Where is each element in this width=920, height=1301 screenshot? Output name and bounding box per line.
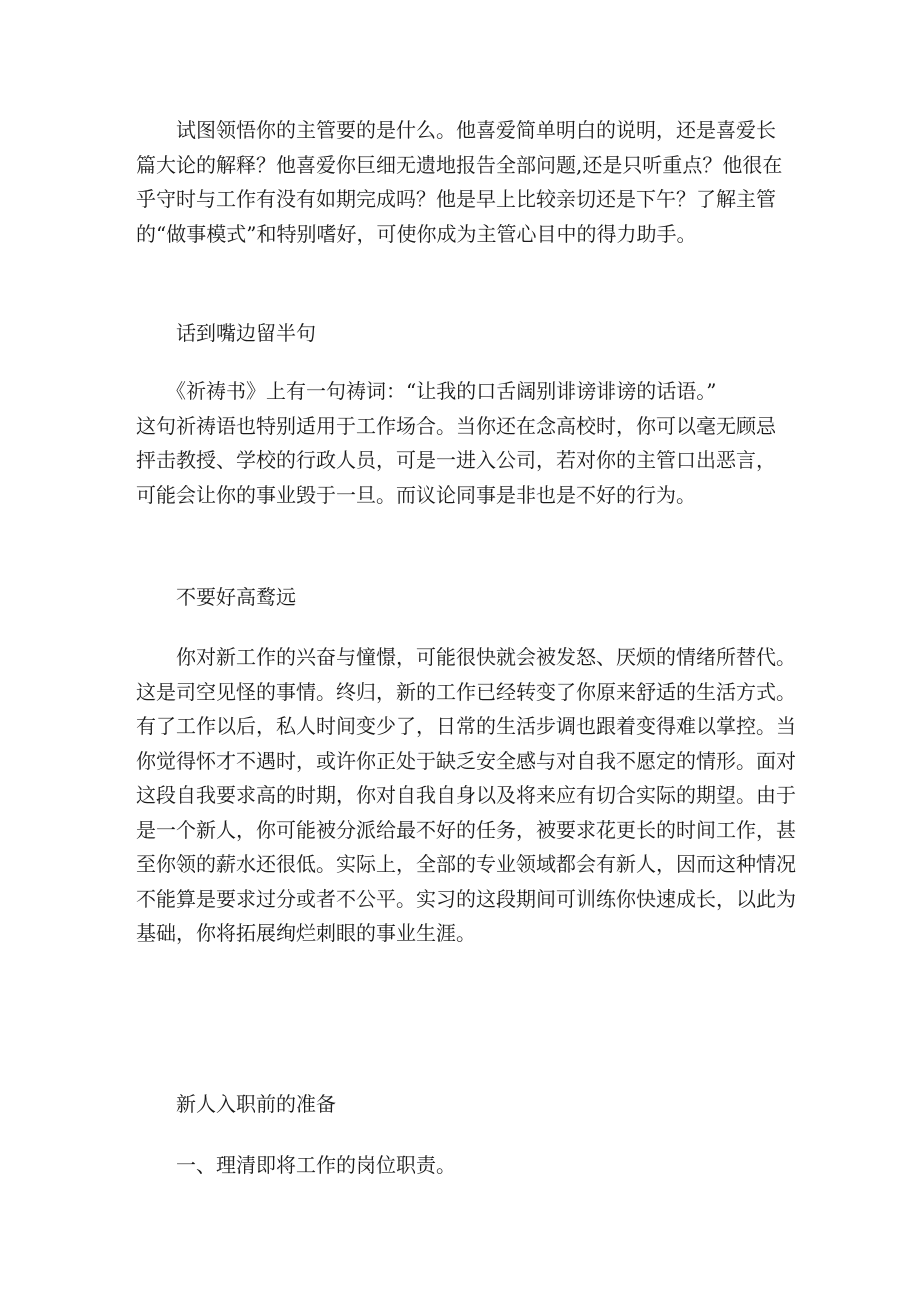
- paragraph-prayer-book: [136, 374, 796, 512]
- paragraph-line: 这是司空见怪的事情。终归，新的工作已经转变了你原来舒适的生活方式。: [136, 679, 796, 704]
- paragraph-line: 基础，你将拓展绚烂刺眼的事业生涯。: [136, 921, 476, 945]
- paragraph-line: 这段自我要求高的时期，你对自我自身以及将来应有切合实际的期望。由于: [136, 783, 796, 807]
- paragraph-line: 有了工作以后，私人时间变少了，日常的生活步调也跟着变得难以掌控。当: [136, 714, 796, 738]
- section-heading-preparation: 新人入职前的准备: [176, 1092, 336, 1116]
- paragraph-line: 至你领的薪水还很低。实际上，全部的专业领域都会有新人，因而这种情况: [136, 852, 796, 876]
- paragraph-line: 的“做事模式”和特别嗜好，可使你成为主管心目中的得力助手。: [136, 221, 697, 246]
- paragraph-line: 你对新工作的兴奋与憧憬，可能很快就会被发怒、厌烦的情绪所替代。: [136, 645, 796, 669]
- paragraph-understand-supervisor: [136, 113, 796, 251]
- paragraph-line: 抨击教授、学校的行政人员，可是一进入公司，若对你的主管口出恶言，: [136, 448, 776, 472]
- paragraph-line: 不能算是要求过分或者不公平。实习的这段期间可训练你快速成长，以此为: [136, 886, 796, 911]
- section-heading-job-duties: 一、理清即将工作的岗位职责。: [176, 1153, 456, 1177]
- paragraph-line: 《祈祷书》上有一句祷词：“让我的口舌阔别诽谤诽谤的话语。”: [136, 379, 717, 403]
- paragraph-line: 是一个新人，你可能被分派给最不好的任务，被要求花更长的时间工作，甚: [136, 817, 796, 842]
- paragraph-line: 这句祈祷语也特别适用于工作场合。当你还在念高校时，你可以毫无顾忌: [136, 413, 776, 438]
- paragraph-line: 试图领悟你的主管要的是什么。他喜爱简单明白的说明，还是喜爱长: [136, 118, 776, 142]
- paragraph-new-job-emotions: [136, 640, 796, 951]
- paragraph-line: 可能会让你的事业毁于一旦。而议论同事是非也是不好的行为。: [136, 482, 696, 507]
- paragraph-line: 乎守时与工作有没有如期完成吗？他是早上比较亲切还是下午？了解主管: [136, 187, 776, 211]
- paragraph-line: 篇大论的解释？他喜爱你巨细无遗地报告全部问题,还是只听重点？他很在: [136, 152, 783, 177]
- section-heading-speak-carefully: 话到嘴边留半句: [176, 321, 316, 345]
- paragraph-line: 你觉得怀才不遇时，或许你正处于缺乏安全感与对自我不愿定的情形。面对: [136, 748, 796, 773]
- section-heading-not-overambitious: 不要好高鹜远: [176, 585, 296, 609]
